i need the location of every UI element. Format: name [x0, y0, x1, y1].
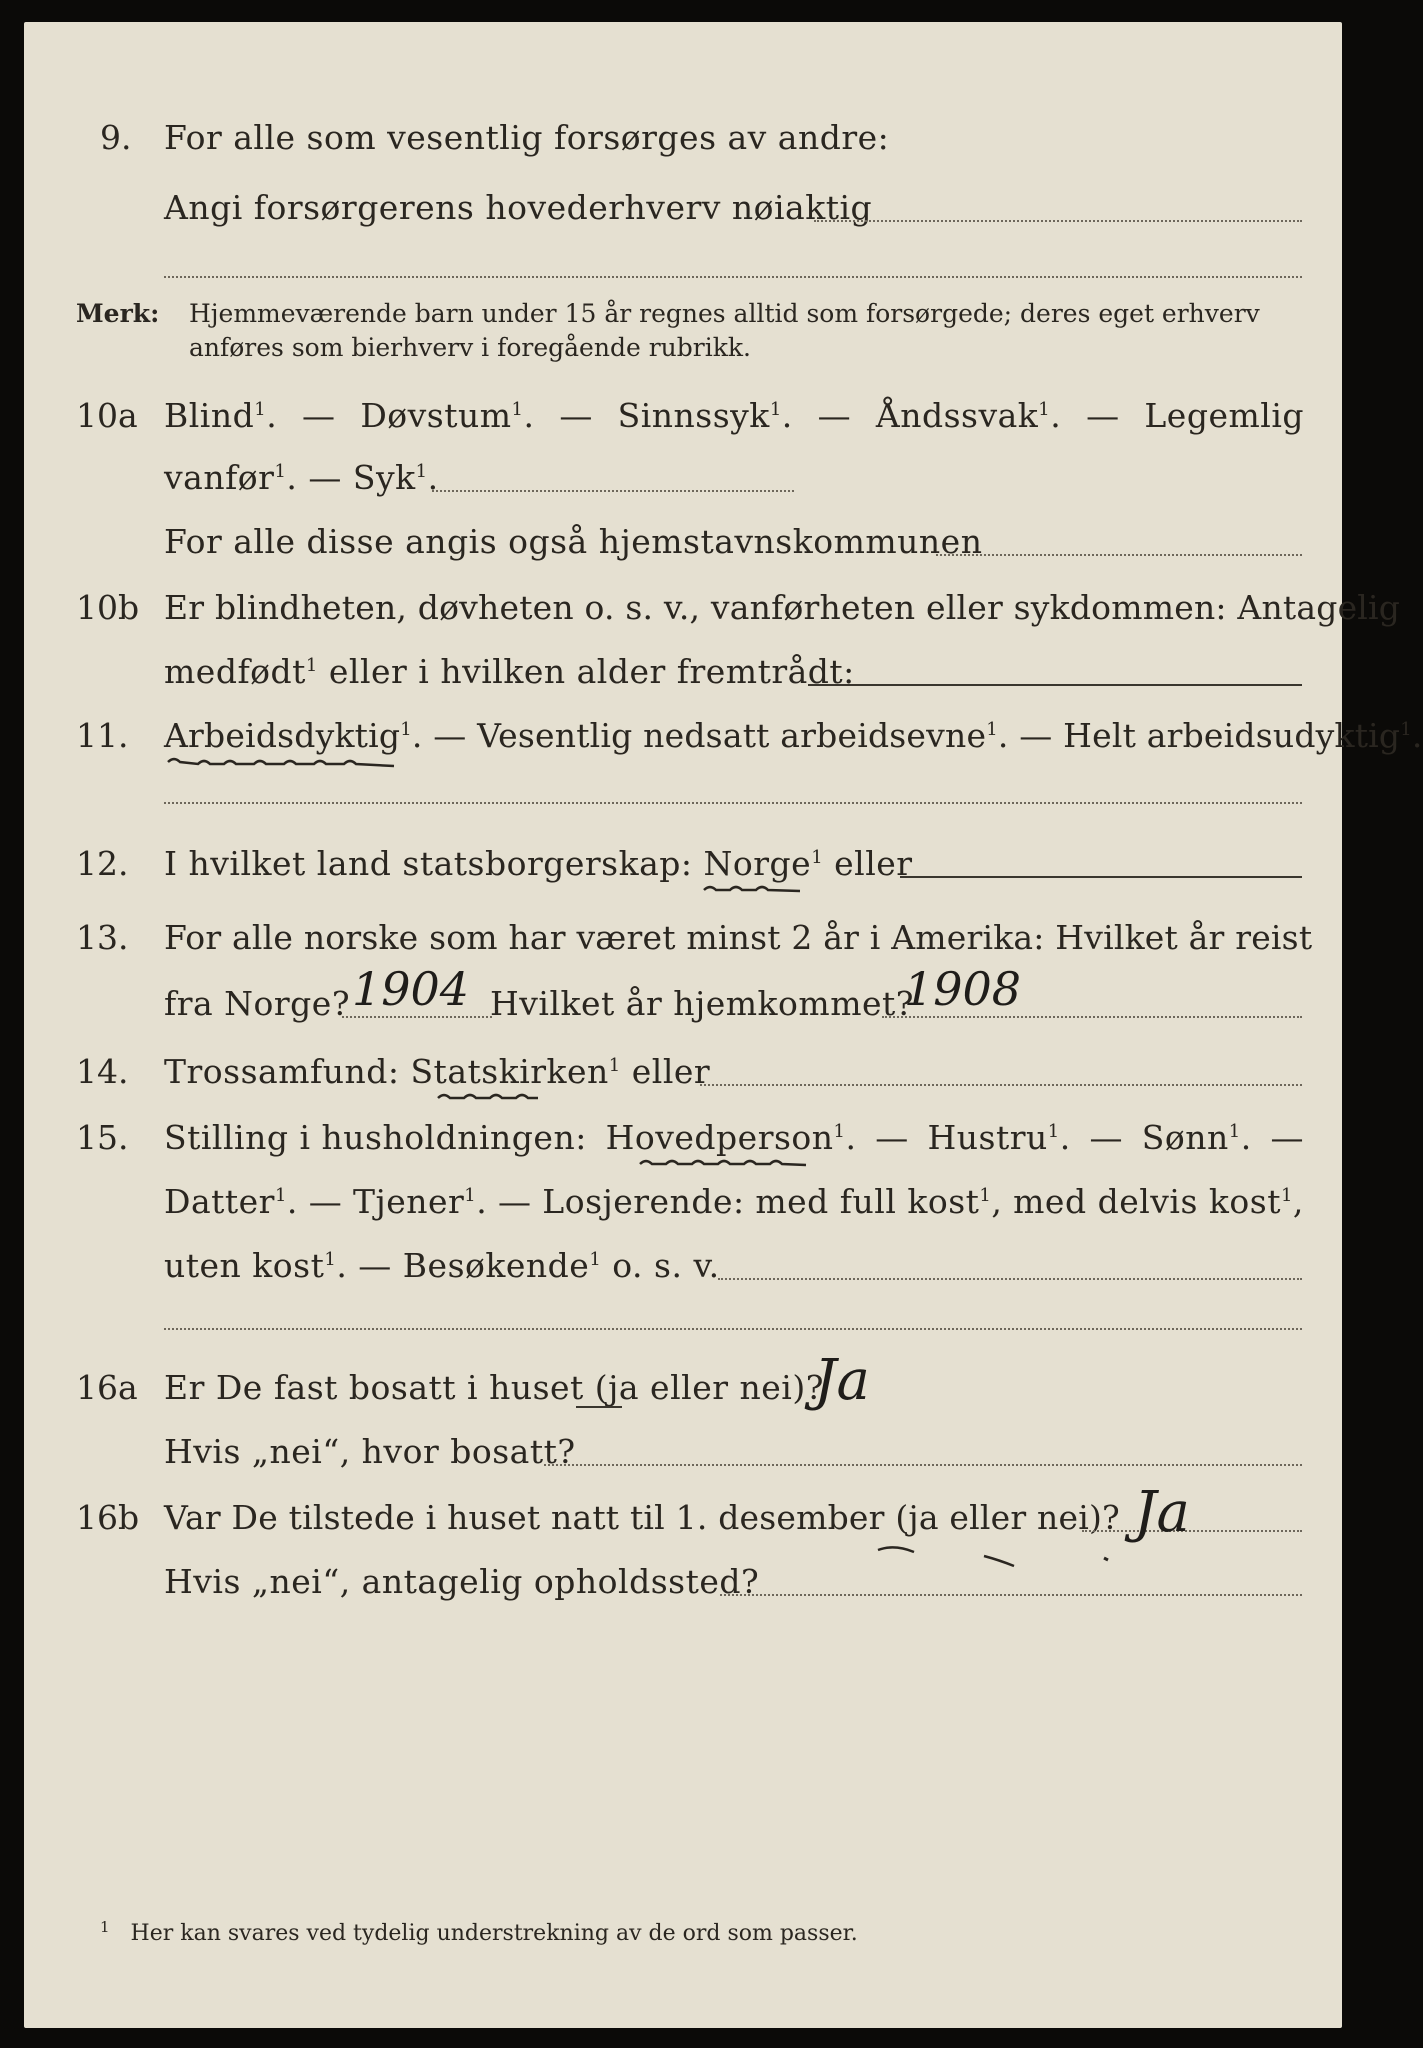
footnote-ref: 1 [986, 719, 998, 740]
q16a-line2: Hvis „nei“, hvor bosatt? [164, 1432, 576, 1471]
option-legemlig[interactable]: Legemlig [1144, 396, 1304, 435]
item-number-13: 13. [76, 918, 129, 957]
q15-osv: o. s. v. [612, 1246, 720, 1285]
option-andssvak[interactable]: Åndssvak [875, 396, 1039, 435]
q16a-line1: Er De fast bosatt i huset (ja eller nei)? [164, 1368, 824, 1407]
q10b-answer-field[interactable] [808, 684, 1302, 686]
footnote-ref: 1 [1038, 399, 1051, 420]
q10a-hjemstavn-field[interactable] [936, 554, 1302, 556]
q11-line: Arbeidsdyktig$^1$. — Vesentlig nedsatt arbeidsevne$^1$. — Helt arbeidsudyktig$^1$. [164, 716, 1423, 755]
footnote-ref: 1 [274, 1185, 287, 1206]
q13-line2b: Hvilket år hjemkommet? [490, 984, 914, 1023]
handwritten-underline-statskirken [434, 1090, 544, 1106]
q9-answer-field[interactable] [814, 220, 1302, 222]
q13-reist-field[interactable] [342, 1016, 492, 1018]
handwritten-year-hjem[interactable]: 1908 [904, 962, 1022, 1016]
q16b-line1: Var De tilstede i huset natt til 1. desember (ja eller nei)? [164, 1498, 1120, 1537]
q12-line [164, 844, 913, 883]
option-norge[interactable]: Norge [703, 844, 812, 883]
dash: — [817, 396, 852, 435]
footnote-ref: 1 [1400, 719, 1412, 740]
handwritten-underline-norge [700, 882, 810, 898]
footnote-ref: 1 [1047, 1121, 1060, 1142]
footnote-mark: 1 [100, 1918, 110, 1936]
q15-text: Stilling i husholdningen: [164, 1118, 587, 1157]
footnote-text: Her kan svares ved tydelig understrekning av de ord som passer. [130, 1921, 858, 1947]
q10a-line3: For alle disse angis også hjemstavnskommunen [164, 522, 983, 561]
footnote-ref: 1 [254, 399, 267, 420]
q16b-opholdssted-field[interactable] [720, 1594, 1302, 1596]
option-statskirken[interactable]: Statskirken [410, 1052, 609, 1091]
q10b-line1: Er blindheten, døvheten o. s. v., vanførheten eller sykdommen: Antagelig [164, 588, 1401, 627]
q16b-line2: Hvis „nei“, antagelig opholdssted? [164, 1562, 760, 1601]
dash: — [498, 1182, 532, 1221]
item-number-11: 11. [76, 716, 129, 755]
footnote-ref: 1 [833, 1121, 846, 1142]
handwritten-strokes-16b [874, 1542, 1134, 1572]
footnote-ref: 1 [589, 1249, 602, 1270]
footnote-ref: 1 [274, 461, 287, 482]
q15-line2: Datter$^1$. — Tjener$^1$. — Losjerende: med full kost$^1$, med delvis kost$^1$, [164, 1182, 1304, 1221]
footnote-ref: 1 [415, 461, 428, 482]
dash: — [1270, 1118, 1304, 1157]
footnote-ref: 1 [400, 719, 412, 740]
dash: — [358, 1246, 392, 1285]
dash: — [559, 396, 593, 435]
handwritten-underline-ja [576, 1406, 622, 1408]
q14-text: Trossamfund: [164, 1052, 400, 1091]
handwritten-underline-hovedperson [636, 1156, 816, 1172]
item-number-10b: 10b [76, 588, 140, 627]
option-delvis-kost[interactable]: med delvis kost [1013, 1182, 1281, 1221]
option-hovedperson[interactable]: Hovedperson [605, 1118, 834, 1157]
option-datter[interactable]: Datter [164, 1182, 275, 1221]
handwritten-answer-16a[interactable]: Ja [814, 1348, 870, 1413]
q16b-answer-field[interactable] [1082, 1530, 1302, 1532]
q14-eller: eller [631, 1052, 711, 1091]
dash: — [1086, 396, 1120, 435]
item-number-10a: 10a [76, 396, 138, 435]
handwritten-year-reist[interactable]: 1904 [352, 962, 470, 1016]
dash: — [1089, 1118, 1123, 1157]
q9-line1: For alle som vesentlig forsørges av andre: [164, 118, 890, 157]
option-sonn[interactable]: Sønn [1141, 1118, 1229, 1157]
option-arbeidsdyktig[interactable]: Arbeidsdyktig [164, 716, 401, 755]
option-nedsatt[interactable]: Vesentlig nedsatt arbeidsevne [477, 716, 987, 755]
q10b-line2 [164, 652, 855, 691]
option-full-kost[interactable]: med full kost [755, 1182, 980, 1221]
q15-line3: uten kost$^1$. — Besøkende$^1$ o. s. v. [164, 1246, 720, 1285]
q13-line2a: fra Norge? [164, 984, 351, 1023]
footnote-ref: 1 [608, 1055, 621, 1076]
footnote-ref: 1 [1228, 1121, 1241, 1142]
footnote-ref: 1 [1280, 1185, 1293, 1206]
census-form-page [24, 22, 1423, 2028]
q15-line1: Stilling i husholdningen: Hovedperson$^1$. — Hustru$^1$. — Sønn$^1$. — [164, 1118, 1304, 1157]
merk-line1: Hjemmeværende barn under 15 år regnes alltid som forsørgede; deres eget erhverv [189, 299, 1260, 328]
q10a-line1: Blind$^1$. — Døvstum$^1$. — Sinnssyk$^1$. — Åndssvak$^1$. — Legemlig [164, 396, 1304, 435]
handwritten-answer-16b[interactable]: Ja [1134, 1480, 1190, 1545]
dash: — [875, 1118, 909, 1157]
item-number-12: 12. [76, 844, 129, 883]
q10a-answer-field[interactable] [432, 490, 794, 492]
item-number-14: 14. [76, 1052, 129, 1091]
footnote-ref: 1 [511, 399, 524, 420]
item-number-15: 15. [76, 1118, 129, 1157]
dash: — [1019, 716, 1053, 755]
item-number-16b: 16b [76, 1498, 140, 1537]
footnote-ref: 1 [769, 399, 782, 420]
q14-answer-field[interactable] [700, 1084, 1302, 1086]
footnote-ref: 1 [464, 1185, 477, 1206]
q16a-answer-field[interactable] [544, 1464, 1302, 1466]
handwritten-underline-arbeidsdyktig [164, 752, 404, 776]
option-syk[interactable]: Syk [352, 458, 416, 497]
option-dovstum[interactable]: Døvstum [360, 396, 512, 435]
q14-line [164, 1052, 710, 1091]
q12-text: I hvilket land statsborgerskap: [164, 844, 693, 883]
q9-line2: Angi forsørgerens hovederhverv nøiaktig [164, 188, 873, 227]
option-besokende[interactable]: Besøkende [402, 1246, 590, 1285]
q12-answer-field[interactable] [900, 876, 1302, 878]
q11-answer-field[interactable] [164, 802, 1302, 804]
q15-answer-field-2[interactable] [164, 1328, 1302, 1330]
merk-line2: anføres som bierhverv i foregående rubrikk. [189, 333, 751, 362]
option-uten-kost[interactable]: uten kost [164, 1246, 325, 1285]
footnote-ref: 1 [324, 1249, 337, 1270]
footnote-ref: 1 [811, 847, 824, 868]
footnote [100, 1918, 858, 1946]
option-medfodt[interactable]: medfødt [164, 652, 306, 691]
q12-eller: eller [834, 844, 913, 883]
option-sinnssyk[interactable]: Sinnssyk [617, 396, 770, 435]
q15-answer-field[interactable] [718, 1278, 1302, 1280]
option-udyktig[interactable]: Helt arbeidsudyktig [1063, 716, 1401, 755]
option-losjerende: Losjerende: [542, 1182, 745, 1221]
item-number-16a: 16a [76, 1368, 138, 1407]
dash: — [308, 1182, 343, 1221]
option-vanfor[interactable]: vanfør [164, 458, 275, 497]
dash: — [433, 716, 467, 755]
merk-label: Merk: [76, 299, 160, 328]
footnote-ref: 1 [305, 655, 318, 676]
item-number-9: 9. [100, 118, 132, 157]
footnote-ref: 1 [979, 1185, 992, 1206]
q13-hjem-field[interactable] [882, 1016, 1302, 1018]
option-tjener[interactable]: Tjener [352, 1182, 465, 1221]
q10a-line2: vanfør$^1$. — Syk$^1$. [164, 458, 439, 497]
option-hustru[interactable]: Hustru [927, 1118, 1048, 1157]
dash: — [308, 458, 342, 497]
q10b-line2-text: eller i hvilken alder fremtrådt: [328, 652, 855, 691]
q13-line1: For alle norske som har været minst 2 år i Amerika: Hvilket år reist [164, 918, 1313, 957]
option-blind[interactable]: Blind [164, 396, 255, 435]
q9-answer-field-2[interactable] [164, 276, 1302, 278]
dash: — [302, 396, 336, 435]
